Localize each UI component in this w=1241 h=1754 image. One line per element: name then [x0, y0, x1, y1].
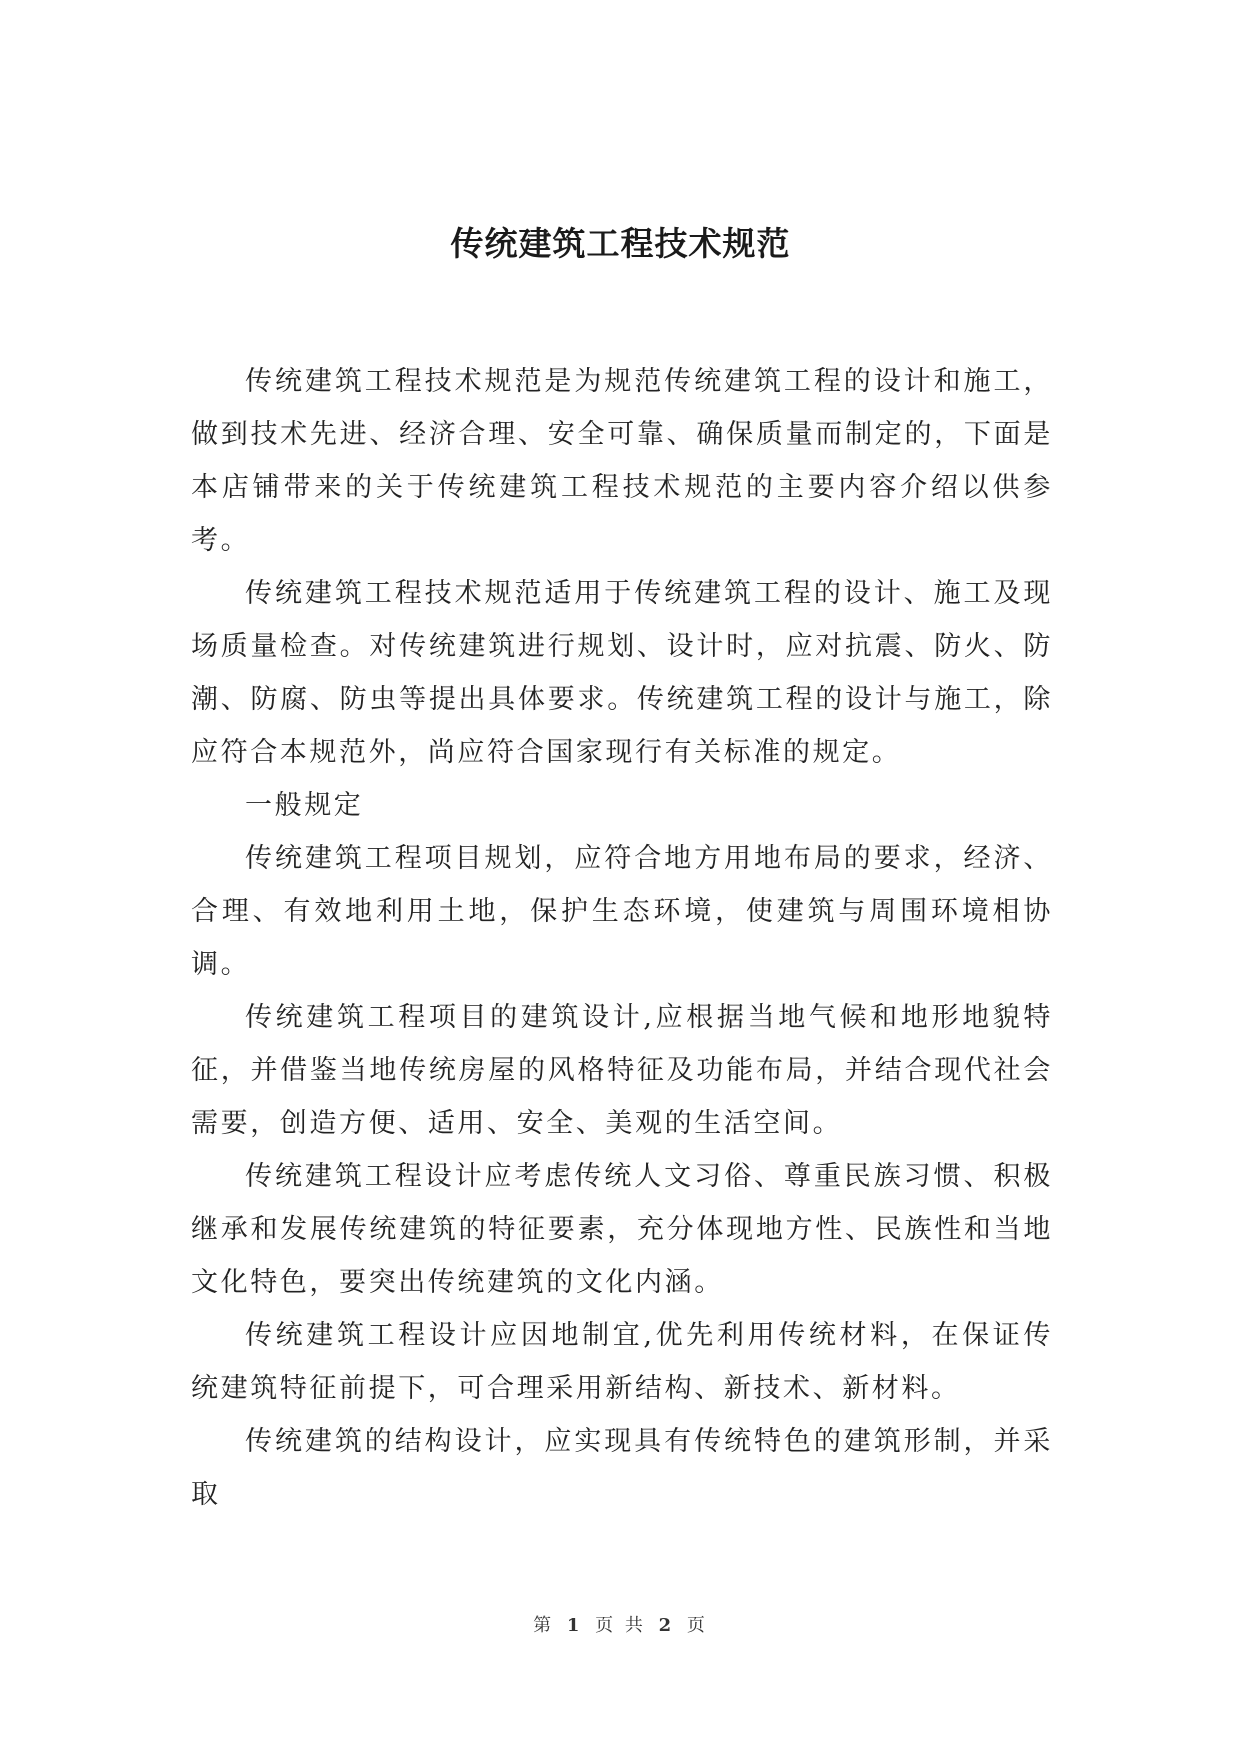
footer-suffix: 页	[686, 1615, 708, 1636]
paragraph-intro: 传统建筑工程技术规范是为规范传统建筑工程的设计和施工，做到技术先进、经济合理、安全可靠、确保质量而制定的，下面是本店铺带来的关于传统建筑工程技术规范的主要内容介绍以供参考。	[191, 366, 1053, 556]
document-title: 传统建筑工程技术规范	[450, 224, 791, 263]
paragraph-cultural-design: 传统建筑工程设计应考虑传统人文习俗、尊重民族习惯、积极继承和发展传统建筑的特征要素，充分体现地方性、民族性和当地文化特色，要突出传统建筑的文化内涵。	[191, 1161, 1053, 1298]
paragraph-architectural-design: 传统建筑工程项目的建筑设计,应根据当地气候和地形地貌特征，并借鉴当地传统房屋的风格特征及功能布局，并结合现代社会需要，创造方便、适用、安全、美观的生活空间。	[191, 1002, 1053, 1139]
paragraph-structural-design: 传统建筑的结构设计，应实现具有传统特色的建筑形制，并采取	[191, 1426, 1053, 1510]
paragraph-planning: 传统建筑工程项目规划，应符合地方用地布局的要求，经济、合理、有效地利用土地，保护生态环境，使建筑与周围环境相协调。	[191, 843, 1053, 980]
page-footer	[0, 1614, 1241, 1638]
footer-middle: 页 共	[595, 1615, 646, 1636]
paragraph-materials: 传统建筑工程设计应因地制宜,优先利用传统材料，在保证传统建筑特征前提下，可合理采用新结构、新技术、新材料。	[191, 1320, 1053, 1404]
footer-total-pages: 2	[658, 1615, 675, 1636]
document-body	[191, 355, 1053, 1521]
footer-prefix: 第	[533, 1615, 555, 1636]
footer-current-page: 1	[566, 1615, 583, 1636]
section-heading-general-provisions: 一般规定	[245, 790, 364, 821]
paragraph-scope: 传统建筑工程技术规范适用于传统建筑工程的设计、施工及现场质量检查。对传统建筑进行规划、设计时，应对抗震、防火、防潮、防腐、防虫等提出具体要求。传统建筑工程的设计与施工，除应符合本规范外，尚应符合国家现行有关标准的规定。	[191, 578, 1053, 768]
